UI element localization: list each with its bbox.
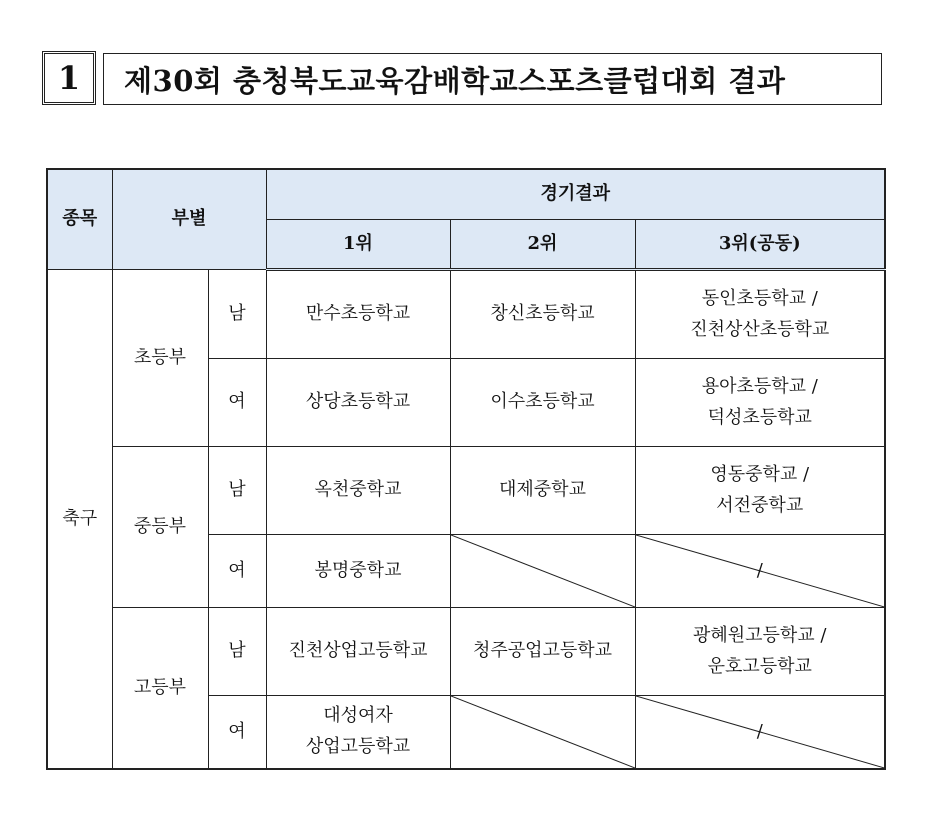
diagonal-line xyxy=(451,696,635,768)
empty-diagonal-cell xyxy=(635,535,885,608)
third-place-line: 덕성초등학교 xyxy=(707,406,812,428)
header-second: 2위 xyxy=(450,220,635,270)
division-cell: 중등부 xyxy=(112,447,208,608)
results-table xyxy=(46,168,886,770)
division-cell: 초등부 xyxy=(112,270,208,447)
first-place-line: 대성여자 xyxy=(323,705,393,727)
gender-cell: 여 xyxy=(208,696,266,770)
table-row xyxy=(47,447,885,535)
third-place-cell xyxy=(635,270,885,359)
page-title: 제30회 충청북도교육감배학교스포츠클럽대회 결과 xyxy=(103,53,882,105)
second-place-cell: 대제중학교 xyxy=(450,447,635,535)
second-place-cell: 창신초등학교 xyxy=(450,270,635,359)
empty-diagonal-cell xyxy=(635,696,885,770)
section-number: 1 xyxy=(42,51,96,105)
first-place-line: 상업고등학교 xyxy=(305,736,411,757)
first-place-cell: 옥천중학교 xyxy=(266,447,450,535)
header-first: 1위 xyxy=(266,220,450,270)
third-place-line: 광혜원고등학교 / xyxy=(692,624,827,646)
first-place-cell: 진천상업고등학교 xyxy=(266,608,450,696)
third-place-line: 운호고등학교 xyxy=(707,655,812,677)
third-place-line: 동인초등학교 / xyxy=(701,287,818,309)
first-place-cell: 봉명중학교 xyxy=(266,535,450,608)
header-division: 부별 xyxy=(112,169,266,270)
third-place-line: 용아초등학교 / xyxy=(701,375,818,397)
header-results: 경기결과 xyxy=(266,169,885,220)
empty-diagonal-cell xyxy=(450,535,635,608)
third-place-cell xyxy=(635,447,885,535)
third-place-line: 서전중학교 xyxy=(716,494,804,516)
third-place-line: 영동중학교 / xyxy=(710,463,810,485)
section-heading xyxy=(42,51,882,107)
second-place-cell: 청주공업고등학교 xyxy=(450,608,635,696)
empty-diagonal-cell xyxy=(450,696,635,770)
gender-cell: 여 xyxy=(208,359,266,447)
slash-mark: / xyxy=(756,559,763,581)
second-place-cell: 이수초등학교 xyxy=(450,359,635,447)
gender-cell: 남 xyxy=(208,447,266,535)
table-row xyxy=(47,608,885,696)
third-place-cell xyxy=(635,359,885,447)
header-sport: 종목 xyxy=(47,169,112,270)
division-cell: 고등부 xyxy=(112,608,208,770)
gender-cell: 여 xyxy=(208,535,266,608)
header-third: 3위(공동) xyxy=(635,220,885,270)
gender-cell: 남 xyxy=(208,270,266,359)
gender-cell: 남 xyxy=(208,608,266,696)
first-place-cell: 상당초등학교 xyxy=(266,359,450,447)
sport-cell: 축구 xyxy=(47,270,112,770)
slash-mark: / xyxy=(756,720,763,742)
diagonal-line xyxy=(451,535,635,607)
third-place-line: 진천상산초등학교 xyxy=(690,318,830,340)
table-row xyxy=(47,270,885,359)
first-place-cell: 만수초등학교 xyxy=(266,270,450,359)
first-place-cell xyxy=(266,696,450,770)
third-place-cell xyxy=(635,608,885,696)
